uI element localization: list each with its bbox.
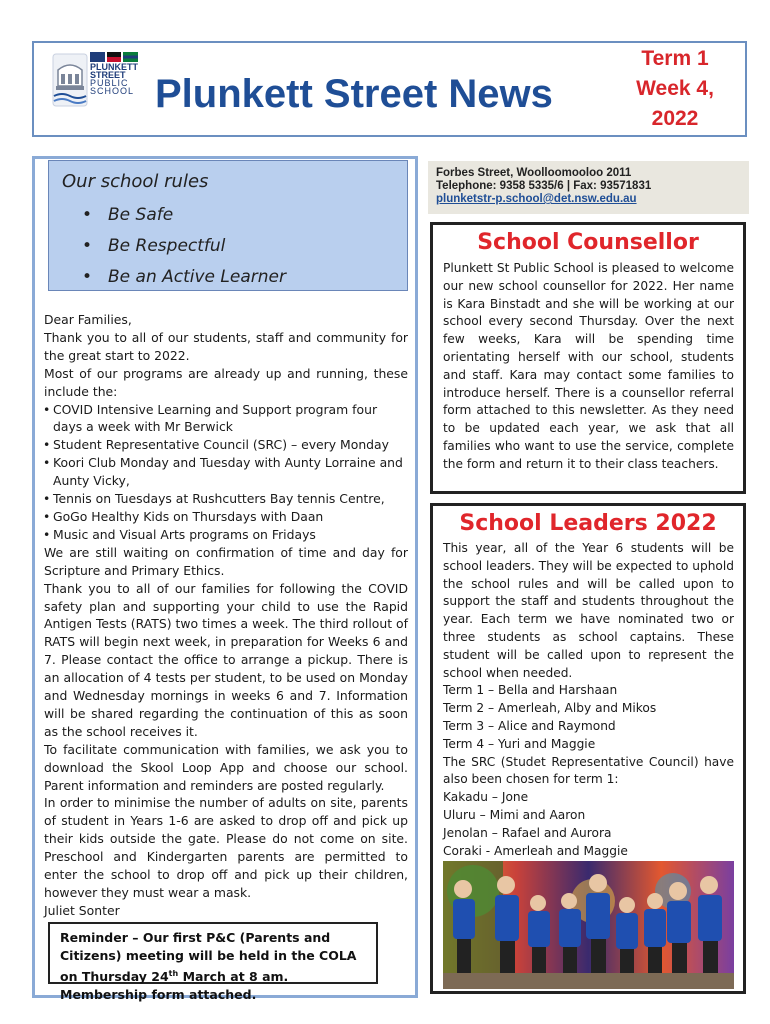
school-rules-title: Our school rules [62, 171, 209, 192]
australian-flag-icon [90, 52, 105, 62]
rule-item: • Be an Active Learner [82, 267, 286, 287]
captain-term: Term 3 – Alice and Raymond [443, 718, 616, 733]
aboriginal-flag-icon [107, 52, 122, 62]
logo-school-name: PLUNKETT STREET PUBLIC SCHOOL [90, 62, 138, 96]
letter-paragraph: Most of our programs are already up and running, these include the: [44, 365, 408, 399]
letter-paragraph: Thank you to all of our families for following the COVID safety plan and supporting your child to use the Rapid Antigen Tests (RATS) two times a week. The third rollout of RATS will begin next week, in preparation for Weeks 6 and 7. Please contact the office to arrange a pickup. There is an allocation of 4 tests per student, to be used on Monday and Wednesday mornings in weeks 6 and 7. Information will be shared regarding the continuation of this as soon as the school receives it. [44, 580, 408, 739]
contact-details [428, 161, 749, 214]
pc-meeting-reminder: Reminder – Our first P&C (Parents and Citizens) meeting will be held in the COLA on Thursday 24th March at 8 am. Membership form attached. [48, 922, 378, 984]
src-house: Uluru – Mimi and Aaron [443, 807, 586, 822]
program-item: • COVID Intensive Learning and Support program four days a week with Mr Berwick [44, 401, 408, 437]
counsellor-heading: School Counsellor [477, 230, 699, 255]
torres-strait-flag-icon [123, 52, 138, 62]
src-house: Kakadu – Jone [443, 790, 529, 805]
program-item: • Music and Visual Arts programs on Fridays [44, 526, 408, 544]
principal-letter [44, 311, 408, 920]
counsellor-text: Plunkett St Public School is pleased to welcome our new school counsellor for 2022. Her name is Kara Binstadt and she will be working at our school every second Thursday. Over the next few weeks, Kara will be spending time orientating herself with our school, students and staff. Kara may contact some families to introduce herself. There is a counsellor referral form attached to this newsletter. As they need to be updated each year, we ask that all families who want to use the service, complete the form and return it to their class teachers. [443, 261, 734, 471]
program-item: • Student Representative Council (SRC) – every Monday [44, 436, 408, 454]
school-building-icon [50, 52, 90, 108]
leaders-text [443, 540, 734, 860]
src-house: Jenolan – Rafael and Aurora [443, 825, 612, 840]
src-intro: The SRC (Studet Representative Council) have also been chosen for term 1: [443, 754, 734, 787]
src-house: Coraki - Amerleah and Maggie [443, 843, 628, 858]
rule-item: • Be Safe [82, 205, 174, 225]
letter-signature: Juliet Sonter [44, 902, 120, 918]
newsletter-title: Plunkett Street News [155, 72, 553, 116]
program-list [44, 401, 408, 544]
flag-row [90, 52, 138, 62]
school-email-link[interactable]: plunketstr-p.school@det.nsw.edu.au [436, 193, 637, 205]
program-item: • Koori Club Monday and Tuesday with Aunty Lorraine and Aunty Vicky, [44, 454, 408, 490]
school-phone: Telephone: 9358 5335/6 | Fax: 93571831 [436, 180, 652, 192]
leaders-intro: This year, all of the Year 6 students will be school leaders. They will be expected to uphold the school rules and will be called upon to support the staff and students throughout the year. Each term we have nominated two or three students as school captains. These student will be called upon to represent the school when needed. [443, 541, 734, 680]
letter-paragraph: To facilitate communication with families, we ask you to download the Skool Loop App and choose our school. Parent information and reminders are posted regularly. [44, 741, 408, 793]
student-leaders-photo [443, 861, 734, 989]
leaders-heading: School Leaders 2022 [459, 511, 717, 536]
captain-term: Term 2 – Amerleah, Alby and Mikos [443, 701, 657, 716]
captain-term: Term 1 – Bella and Harshaan [443, 683, 618, 698]
school-logo [50, 52, 142, 108]
letter-paragraph: In order to minimise the number of adults on site, parents of student in Years 1-6 are asked to drop off and pick up their kids outside the gate. Please do not come on site. Preschool and Kindergarten parents are permitted to enter the school to drop off and pick up their children, however they must wear a mask. [44, 795, 408, 900]
letter-paragraph: We are still waiting on confirmation of time and day for Scripture and Primary Ethics. [44, 544, 408, 578]
letter-paragraph: Thank you to all of our students, staff and community for the great start to 2022. [44, 329, 408, 363]
school-address: Forbes Street, Woolloomooloo 2011 [436, 167, 632, 179]
issue-date: Term 1 Week 4, 2022 [636, 47, 714, 130]
program-item: • Tennis on Tuesdays at Rushcutters Bay tennis Centre, [44, 490, 408, 508]
program-item: • GoGo Healthy Kids on Thursdays with Daan [44, 508, 408, 526]
rule-item: • Be Respectful [82, 236, 226, 256]
captain-term: Term 4 – Yuri and Maggie [443, 736, 596, 751]
letter-greeting: Dear Families, [44, 312, 132, 327]
